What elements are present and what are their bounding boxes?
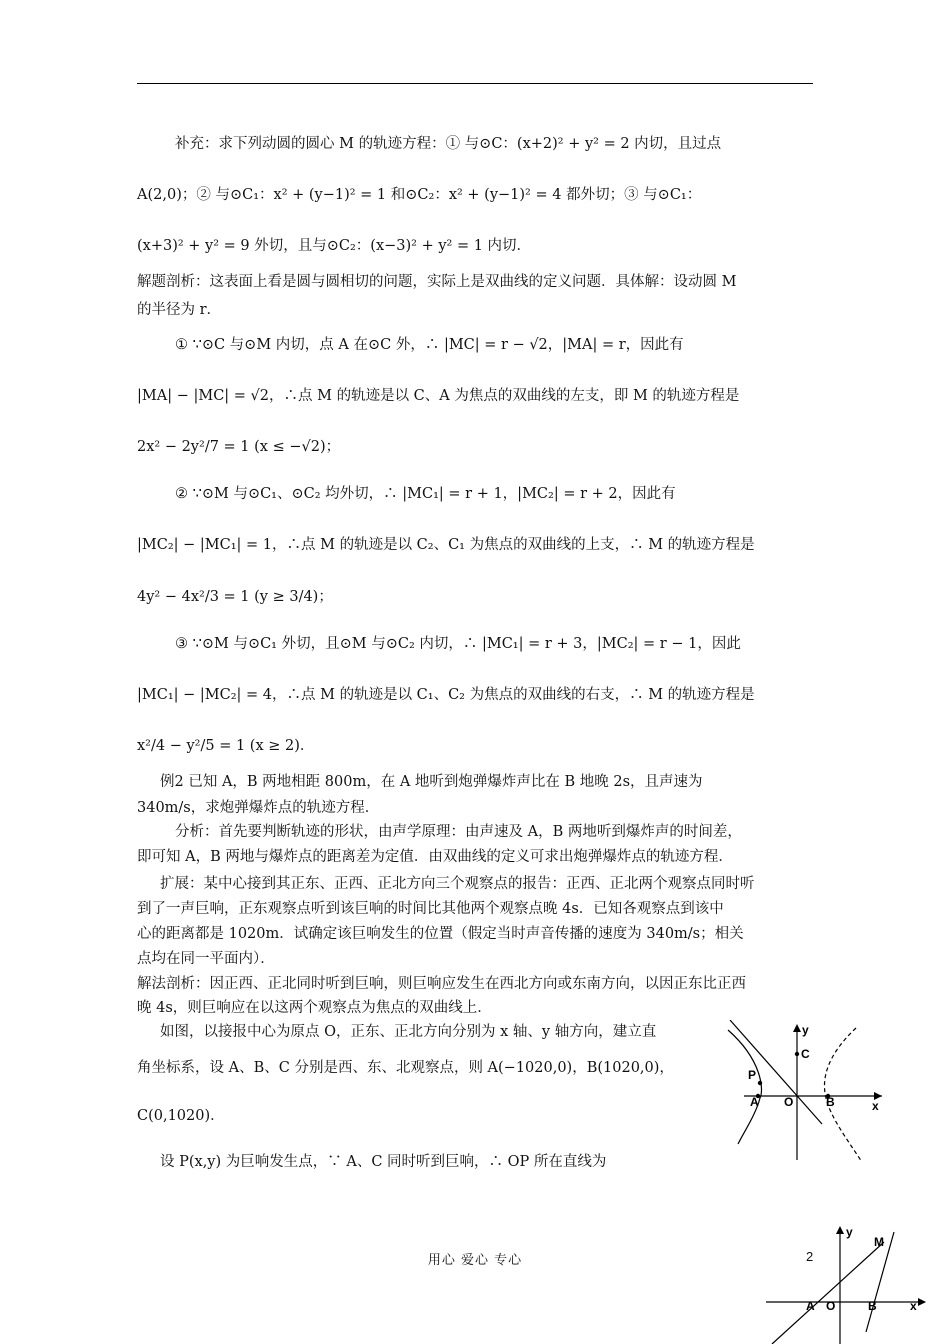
- line-9: ② ∵⊙M 与⊙C₁、⊙C₂ 均外切，∴ |MC₁| = r + 1，|MC₂| = r + 2，因此有: [175, 486, 676, 502]
- line-12: ③ ∵⊙M 与⊙C₁ 外切，且⊙M 与⊙C₂ 内切，∴ |MC₁| = r + 3，|MC₂| = r − 1，因此: [175, 636, 741, 652]
- line-15: 例2 已知 A，B 两地相距 800m，在 A 地听到炮弹爆炸声比在 B 地晚 2s，且声速为: [160, 774, 703, 790]
- line-8: 2x² − 2y²/7 = 1 (x ≤ −√2)；: [137, 439, 341, 455]
- line-17: 分析：首先要判断轨迹的形状，由声学原理：由声速及 A，B 两地听到爆炸声的时间差，: [175, 824, 742, 840]
- line-11: 4y² − 4x²/3 = 1 (y ≥ 3/4)；: [137, 589, 333, 605]
- line-19: 扩展：某中心接到其正东、正西、正北方向三个观察点的报告：正西、正北两个观察点同时听: [160, 876, 755, 892]
- fig1-label-b: B: [826, 1095, 835, 1109]
- line-2: A(2,0)；② 与⊙C₁：x² + (y−1)² = 1 和⊙C₂：x² + (y−1)² = 4 都外切；③ 与⊙C₁：: [137, 187, 702, 203]
- line-21: 心的距离都是 1020m．试确定该巨响发生的位置（假定当时声音传播的速度为 340m/s；相关: [137, 926, 744, 942]
- line-10: |MC₂| − |MC₁| = 1，∴点 M 的轨迹是以 C₂、C₁ 为焦点的双曲线的上支，∴ M 的轨迹方程是: [137, 537, 755, 553]
- line-13: |MC₁| − |MC₂| = 4，∴点 M 的轨迹是以 C₁、C₂ 为焦点的双曲线的右支，∴ M 的轨迹方程是: [137, 687, 755, 703]
- figure-point-m: [760, 1222, 930, 1344]
- line-5: 的半径为 r．: [137, 302, 222, 318]
- line-24: 晚 4s，则巨响应在以这两个观察点为焦点的双曲线上．: [137, 1000, 492, 1016]
- fig2-label-a: A: [806, 1299, 815, 1313]
- fig1-label-p: P: [748, 1068, 757, 1082]
- line-18: 即可知 A，B 两地与爆炸点的距离差为定值．由双曲线的定义可求出炮弹爆炸点的轨迹方程．: [137, 849, 733, 865]
- line-6: ① ∵⊙C 与⊙M 内切，点 A 在⊙C 外，∴ |MC| = r − √2，|MA| = r，因此有: [175, 337, 684, 353]
- header-rule: [137, 83, 813, 84]
- line-26: 角坐标系，设 A、B、C 分别是西、东、北观察点，则 A(−1020,0)，B(1020,0)，: [137, 1060, 674, 1076]
- line-4: 解题剖析：这表面上看是圆与圆相切的问题，实际上是双曲线的定义问题．具体解：设动圆 M: [137, 274, 737, 290]
- fig2-label-m: M: [874, 1235, 884, 1249]
- line-3: (x+3)² + y² = 9 外切，且与⊙C₂：(x−3)² + y² = 1 内切．: [137, 238, 532, 254]
- line-1: 补充：求下列动圆的圆心 M 的轨迹方程：① 与⊙C：(x+2)² + y² = 2 内切，且过点: [175, 136, 722, 152]
- fig1-label-y: y: [802, 1023, 809, 1037]
- line-22: 点均在同一平面内）．: [137, 951, 275, 967]
- figure-hyperbola: [722, 1020, 890, 1168]
- page-footer: 用心 爱心 专心: [427, 1253, 523, 1268]
- line-14: x²/4 − y²/5 = 1 (x ≥ 2)．: [137, 738, 315, 754]
- line-28: 设 P(x,y) 为巨响发生点，∵ A、C 同时听到巨响，∴ OP 所在直线为: [160, 1154, 607, 1170]
- line-7: |MA| − |MC| = √2，∴点 M 的轨迹是以 C、A 为焦点的双曲线的左支，即 M 的轨迹方程是: [137, 388, 740, 404]
- line-25: 如图，以接报中心为原点 O，正东、正北方向分别为 x 轴、y 轴方向，建立直: [160, 1024, 657, 1040]
- fig1-label-x: x: [872, 1099, 879, 1113]
- line-23: 解法剖析：因正西、正北同时听到巨响，则巨响应发生在西北方向或东南方向，以因正东比正西: [137, 976, 746, 992]
- line-20: 到了一声巨响，正东观察点听到该巨响的时间比其他两个观察点晚 4s．已知各观察点到该中: [137, 901, 724, 917]
- page-number: 2: [806, 1249, 814, 1264]
- line-27: C(0,1020)．: [137, 1108, 225, 1124]
- fig2-label-b: B: [868, 1299, 877, 1313]
- line-16: 340m/s，求炮弹爆炸点的轨迹方程．: [137, 800, 380, 816]
- fig1-label-o: O: [784, 1095, 794, 1109]
- fig1-label-c: C: [801, 1047, 810, 1061]
- fig2-label-o: O: [826, 1299, 836, 1313]
- fig2-label-y: y: [846, 1225, 853, 1239]
- fig2-label-x: x: [910, 1299, 917, 1313]
- fig1-label-a: A: [750, 1095, 759, 1109]
